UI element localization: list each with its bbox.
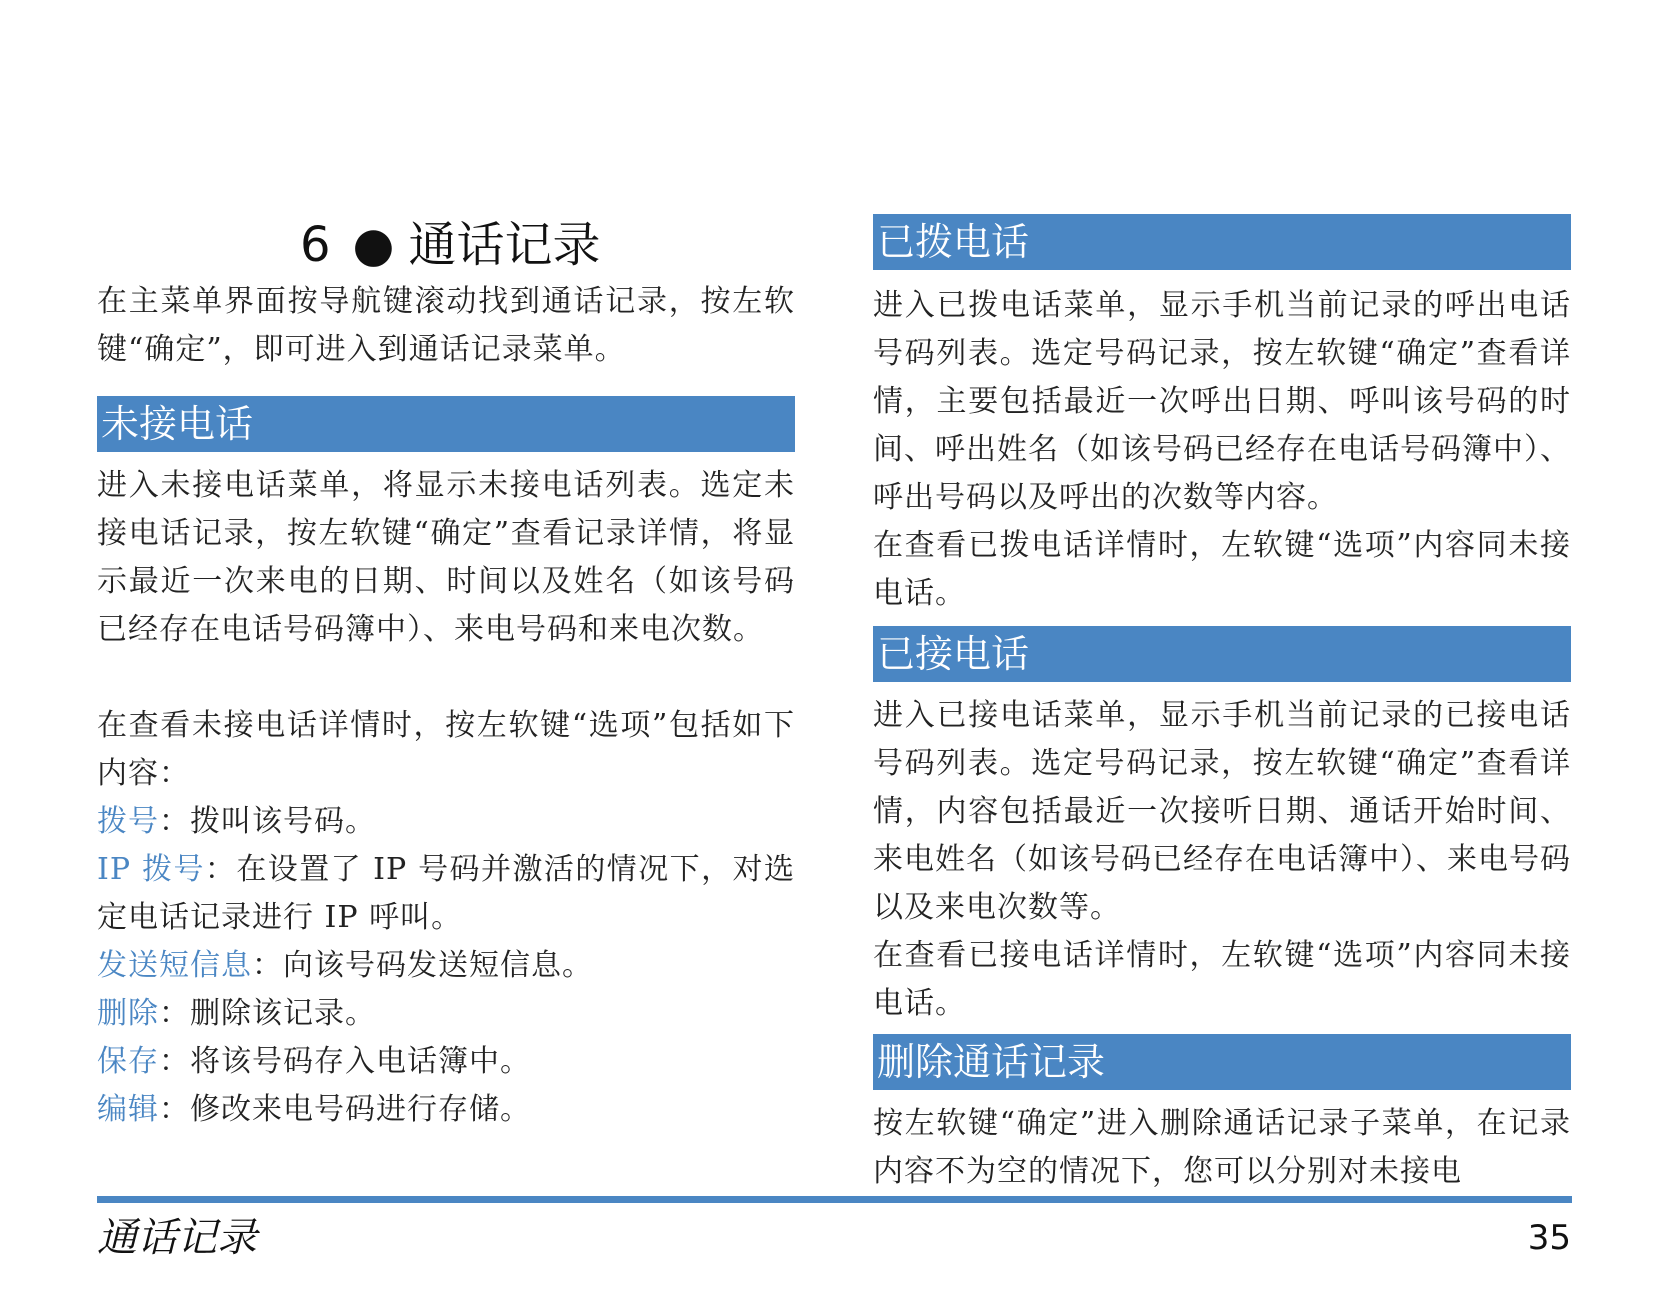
received-paragraph-1: 进入已接电话菜单，显示手机当前记录的已接电话号码列表。选定号码记录，按左软键“确定”查看详情，内容包括最近一次接听日期、通话开始时间、来电姓名（如该号码已经存在电话簿中）、来电号码以及来电次数等。 (873, 698, 1571, 925)
dialed-paragraph-1: 进入已拨电话菜单，显示手机当前记录的呼出电话号码列表。选定号码记录，按左软键“确定”查看详情，主要包括最近一次呼出日期、呼叫该号码的时间、呼出姓名（如该号码已经存在电话号码簿中）、呼出号码以及呼出的次数等内容。 (873, 288, 1571, 515)
footer-rule (97, 1196, 1572, 1203)
option-text: ：修改来电号码进行存储。 (159, 1092, 531, 1127)
option-text: ：向该号码发送短信息。 (252, 948, 593, 983)
chapter-title (300, 215, 740, 275)
chapter-number: 6 (300, 217, 331, 273)
section-heading-delete: 删除通话记录 (873, 1034, 1571, 1090)
option-label: 发送短信息 (97, 948, 252, 983)
delete-paragraph-1: 按左软键“确定”进入删除通话记录子菜单，在记录内容不为空的情况下，您可以分别对未接电 (873, 1106, 1571, 1189)
option-text: ：将该号码存入电话簿中。 (159, 1044, 531, 1079)
option-text: ：拨叫该号码。 (159, 804, 376, 839)
section-heading-missed: 未接电话 (97, 396, 795, 452)
chapter-title-text: 通话记录 (408, 217, 601, 273)
option-text: ：在设置了 IP 号码并激活的情况下，对选定电话记录进行 IP 呼叫。 (97, 852, 795, 935)
intro-paragraph: 在主菜单界面按导航键滚动找到通话记录，按左软键“确定”，即可进入到通话记录菜单。 (97, 284, 795, 367)
option-label: 拨号 (97, 804, 159, 839)
section-heading-received: 已接电话 (873, 626, 1571, 682)
option-dial (97, 798, 795, 846)
option-label: 删除 (97, 996, 159, 1031)
option-label: 编辑 (97, 1092, 159, 1127)
option-list (97, 798, 795, 1134)
option-send-sms (97, 942, 795, 990)
missed-paragraph-1: 进入未接电话菜单，将显示未接电话列表。选定未接电话记录，按左软键“确定”查看记录详情，将显示最近一次来电的日期、时间以及姓名（如该号码已经存在电话号码簿中）、来电号码和来电次数。 (97, 468, 795, 647)
footer-title: 通话记录 (97, 1215, 257, 1261)
option-delete (97, 990, 795, 1038)
bullet-icon: ● (352, 217, 395, 273)
option-edit (97, 1086, 795, 1134)
section-heading-dialed: 已拨电话 (873, 214, 1571, 270)
option-save (97, 1038, 795, 1086)
option-ip-dial (97, 846, 795, 942)
option-text: ：删除该记录。 (159, 996, 376, 1031)
option-label: IP 拨号 (97, 852, 205, 887)
dialed-paragraph-2: 在查看已拨电话详情时，左软键“选项”内容同未接电话。 (873, 528, 1571, 611)
option-label: 保存 (97, 1044, 159, 1079)
page-number: 35 (1527, 1218, 1571, 1258)
missed-paragraph-2: 在查看未接电话详情时，按左软键“选项”包括如下内容： (97, 708, 795, 791)
received-paragraph-2: 在查看已接电话详情时，左软键“选项”内容同未接电话。 (873, 938, 1571, 1021)
